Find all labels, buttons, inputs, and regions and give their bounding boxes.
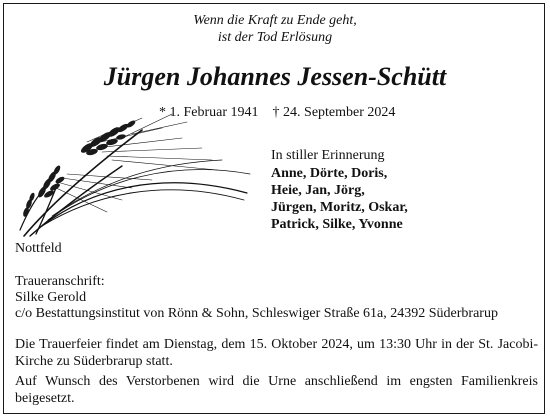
mourner-line: Patrick, Silke, Yvonne [271,217,403,232]
wheat-ears-icon [12,108,262,238]
mourner-line: Heie, Jan, Jörg, [271,183,365,198]
funeral-announcement: Die Trauerfeier findet am Dienstag, dem 15. Oktober 2024, um 13:30 Uhr in der St. Jacobi-Kirche zu Süderbrarup statt. [15,337,538,369]
place-name: Nottfeld [15,241,62,256]
address-name: Silke Gerold [15,290,87,305]
address-label: Traueranschrift: [15,274,105,289]
death-date: † 24. September 2024 [272,105,396,120]
mourner-line: Anne, Dörte, Doris, [271,166,388,181]
urn-burial-note: Auf Wunsch des Verstorbenen wird die Urne anschließend im engsten Familienkreis beigesetzt. [15,374,538,406]
motto [0,12,550,46]
mourning-address [15,274,498,322]
address-line: c/o Bestattungsinstitut von Rönn & Sohn, Schleswiger Straße 61a, 24392 Süderbrarup [15,306,498,321]
birth-date: * 1. Februar 1941 [159,105,259,120]
mourner-line: Jürgen, Moritz, Oskar, [271,200,408,215]
motto-line-1: Wenn die Kraft zu Ende geht, [193,13,357,28]
mourner-names [271,165,408,233]
memory-intro: In stiller Erinnerung [271,148,385,163]
deceased-name: Jürgen Johannes Jessen-Schütt [103,62,447,91]
motto-line-2: ist der Tod Erlösung [217,30,333,45]
